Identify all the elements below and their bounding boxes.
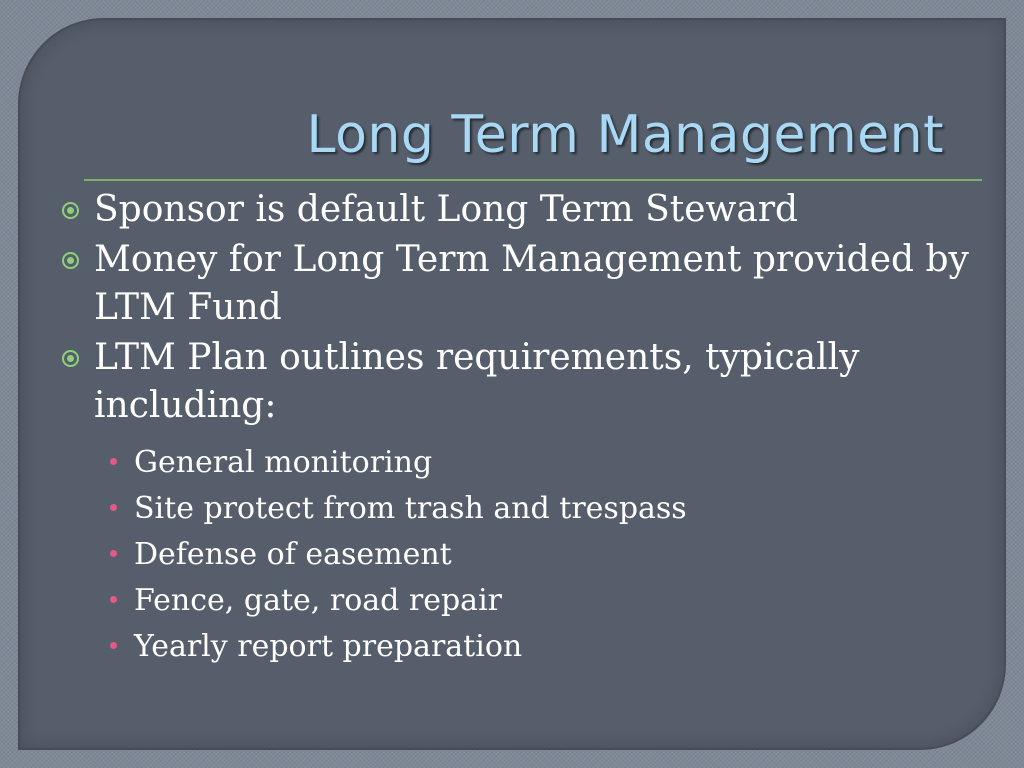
- bullet-text: Sponsor is default Long Term Steward: [94, 189, 799, 230]
- sub-bullet-list: [106, 440, 687, 670]
- sub-bullet-text: Fence, gate, road repair: [134, 583, 502, 618]
- bullet-text: Money for Long Term Management provided by LTM Fund: [94, 239, 969, 328]
- pink-dot-bullet-icon: [110, 550, 117, 557]
- circled-dot-bullet-icon: [62, 350, 79, 367]
- circled-dot-bullet-icon: [62, 252, 79, 269]
- sub-bullet-item: [106, 578, 687, 624]
- sub-bullet-item: [106, 486, 687, 532]
- sub-bullet-text: General monitoring: [134, 445, 433, 480]
- pink-dot-bullet-icon: [110, 642, 117, 649]
- pink-dot-bullet-icon: [110, 504, 117, 511]
- bullet-text: LTM Plan outlines requirements, typically including:: [94, 337, 860, 426]
- sub-bullet-item: [106, 532, 687, 578]
- title-divider: [84, 179, 982, 181]
- sub-bullet-item: [106, 624, 687, 670]
- sub-bullet-text: Yearly report preparation: [134, 629, 523, 664]
- pink-dot-bullet-icon: [110, 458, 117, 465]
- sub-bullet-item: [106, 440, 687, 486]
- bullet-item: [62, 186, 982, 234]
- bullet-item: [62, 334, 982, 430]
- bullet-item: [62, 236, 982, 332]
- pink-dot-bullet-icon: [110, 596, 117, 603]
- slide-title: Long Term Management: [306, 105, 944, 165]
- sub-bullet-text: Defense of easement: [134, 537, 452, 572]
- circled-dot-bullet-icon: [62, 202, 79, 219]
- sub-bullet-text: Site protect from trash and trespass: [134, 491, 687, 526]
- bullet-list: [62, 186, 982, 432]
